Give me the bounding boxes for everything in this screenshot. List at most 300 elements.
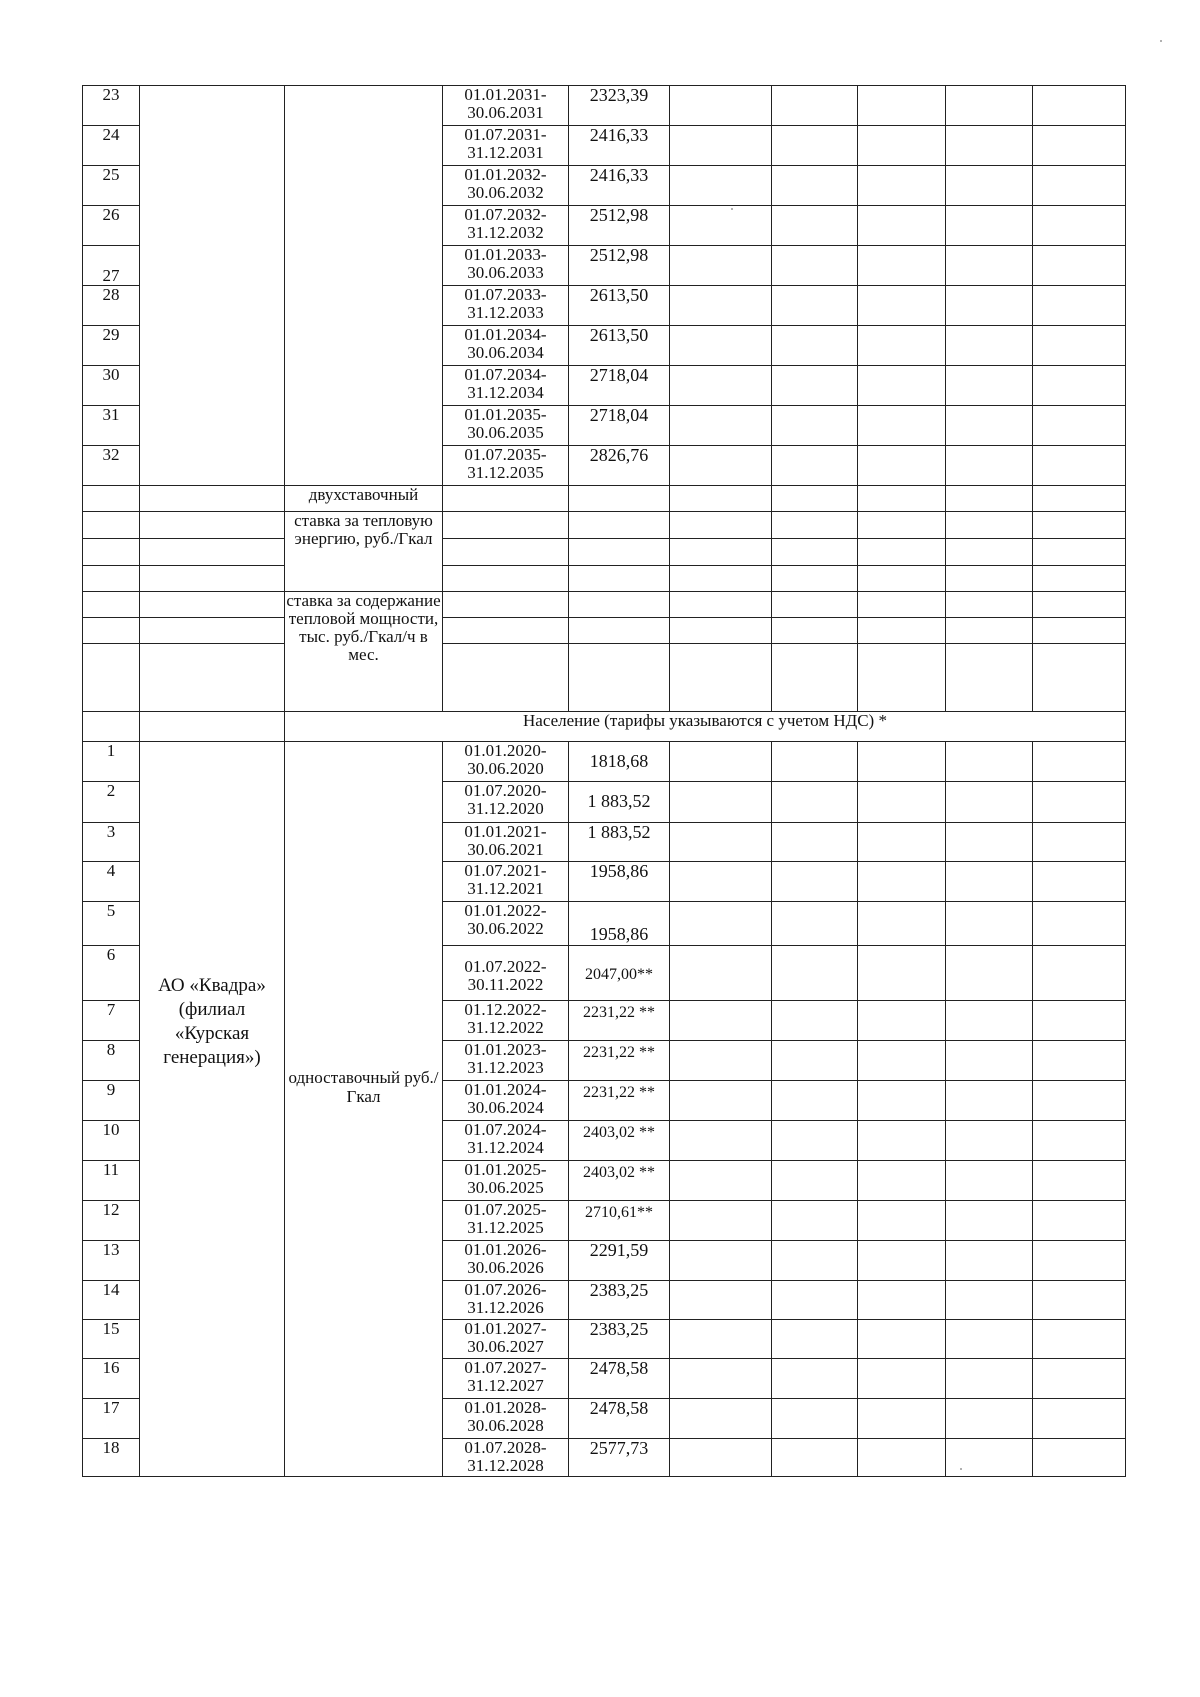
period-cell: 01.01.2034-30.06.2034 [443, 326, 569, 366]
empty-cell [772, 446, 858, 486]
empty-cell [569, 512, 670, 539]
period-cell: 01.07.2020-31.12.2020 [443, 782, 569, 823]
empty-cell [443, 539, 569, 566]
empty-cell [858, 366, 946, 406]
row-number-cell: 9 [83, 1081, 140, 1121]
row-number-cell: 28 [83, 286, 140, 326]
empty-cell [772, 1161, 858, 1201]
empty-cell [946, 539, 1033, 566]
period-cell: 01.07.2028-31.12.2028 [443, 1439, 569, 1477]
empty-cell [140, 566, 285, 592]
period-cell: 01.07.2031-31.12.2031 [443, 126, 569, 166]
empty-cell [670, 782, 772, 823]
empty-cell [670, 618, 772, 644]
row-number-cell: 30 [83, 366, 140, 406]
empty-cell [858, 1121, 946, 1161]
period-cell: 01.07.2022-30.11.2022 [443, 946, 569, 1001]
empty-cell [1033, 566, 1126, 592]
tariff-value-cell: 2416,33 [569, 126, 670, 166]
period-cell: 01.01.2027-30.06.2027 [443, 1320, 569, 1359]
period-cell: 01.01.2032-30.06.2032 [443, 166, 569, 206]
empty-cell [1033, 1121, 1126, 1161]
empty-cell [1033, 782, 1126, 823]
empty-cell [772, 1439, 858, 1477]
empty-cell [772, 1320, 858, 1359]
empty-cell [670, 644, 772, 712]
empty-cell [670, 902, 772, 946]
empty-cell [772, 1001, 858, 1041]
empty-cell [858, 823, 946, 862]
empty-cell [1033, 618, 1126, 644]
empty-cell [1033, 326, 1126, 366]
tariff-value-cell: 2047,00** [569, 946, 670, 1001]
row-number-cell: 13 [83, 1241, 140, 1281]
empty-cell [670, 1201, 772, 1241]
tariff-value-cell: 2826,76 [569, 446, 670, 486]
empty-cell [140, 539, 285, 566]
period-cell: 01.07.2032-31.12.2032 [443, 206, 569, 246]
empty-cell [569, 566, 670, 592]
empty-cell [858, 742, 946, 782]
period-cell: 01.01.2024-30.06.2024 [443, 1081, 569, 1121]
tariff-value-cell: 2403,02 ** [569, 1161, 670, 1201]
empty-cell [858, 1399, 946, 1439]
empty-cell [772, 326, 858, 366]
empty-cell [1033, 539, 1126, 566]
period-cell: 01.07.2034-31.12.2034 [443, 366, 569, 406]
rate-type-label: одноставочный руб./Гкал [285, 742, 443, 1477]
empty-cell [858, 1041, 946, 1081]
tariff-value-cell: 2718,04 [569, 366, 670, 406]
tariff-value-cell: 2403,02 ** [569, 1121, 670, 1161]
empty-cell [858, 1081, 946, 1121]
tariff-value-cell: 1958,86 [569, 902, 670, 946]
empty-cell [858, 1001, 946, 1041]
period-cell: 01.07.2025-31.12.2025 [443, 1201, 569, 1241]
empty-cell [1033, 1320, 1126, 1359]
empty-cell [946, 512, 1033, 539]
empty-cell [946, 566, 1033, 592]
empty-cell [946, 1001, 1033, 1041]
empty-cell [1033, 366, 1126, 406]
empty-cell [83, 644, 140, 712]
tariff-value-cell: 2613,50 [569, 286, 670, 326]
empty-cell [772, 86, 858, 126]
empty-cell [670, 326, 772, 366]
period-cell: 01.01.2031-30.06.2031 [443, 86, 569, 126]
empty-cell [858, 486, 946, 512]
empty-cell [772, 782, 858, 823]
empty-cell [670, 166, 772, 206]
empty-cell [83, 539, 140, 566]
tariff-value-cell: 2512,98 [569, 206, 670, 246]
empty-cell [1033, 1001, 1126, 1041]
empty-cell [946, 1201, 1033, 1241]
empty-cell [772, 1399, 858, 1439]
period-cell: 01.01.2035-30.06.2035 [443, 406, 569, 446]
tariff-value-cell: 2383,25 [569, 1320, 670, 1359]
row-number-cell: 27 [83, 246, 140, 286]
empty-cell [83, 566, 140, 592]
empty-cell [858, 618, 946, 644]
empty-cell [443, 592, 569, 618]
empty-cell [1033, 206, 1126, 246]
empty-cell [858, 126, 946, 166]
empty-cell [670, 1241, 772, 1281]
section-header: Население (тарифы указываются с учетом НДС) * [285, 712, 1126, 742]
row-number-cell: 18 [83, 1439, 140, 1477]
empty-cell [670, 742, 772, 782]
row-number-cell: 7 [83, 1001, 140, 1041]
empty-cell [1033, 1439, 1126, 1477]
empty-cell [772, 946, 858, 1001]
empty-cell [1033, 1041, 1126, 1081]
empty-cell [140, 712, 285, 742]
rate-type-cell [285, 86, 443, 486]
empty-cell [946, 1241, 1033, 1281]
empty-cell [772, 512, 858, 539]
two-rate-label: двухставочный [285, 486, 443, 512]
tariff-value-cell: 2383,25 [569, 1281, 670, 1320]
period-cell: 01.07.2035-31.12.2035 [443, 446, 569, 486]
empty-cell [670, 406, 772, 446]
empty-cell [772, 1041, 858, 1081]
empty-cell [858, 566, 946, 592]
empty-cell [946, 1439, 1033, 1477]
table-row [83, 712, 1126, 742]
empty-cell [1033, 486, 1126, 512]
empty-cell [670, 1439, 772, 1477]
empty-cell [946, 326, 1033, 366]
empty-cell [772, 566, 858, 592]
scan-speck [731, 208, 733, 210]
tariff-value-cell: 1 883,52 [569, 782, 670, 823]
empty-cell [140, 618, 285, 644]
empty-cell [946, 486, 1033, 512]
table-row [83, 618, 1126, 644]
empty-cell [858, 782, 946, 823]
empty-cell [83, 486, 140, 512]
empty-cell [858, 862, 946, 902]
period-cell: 01.07.2027-31.12.2027 [443, 1359, 569, 1399]
empty-cell [946, 1161, 1033, 1201]
tariff-value-cell: 2231,22 ** [569, 1001, 670, 1041]
empty-cell [1033, 742, 1126, 782]
empty-cell [858, 644, 946, 712]
empty-cell [772, 1121, 858, 1161]
row-number-cell: 29 [83, 326, 140, 366]
tariff-value-cell: 1818,68 [569, 742, 670, 782]
row-number-cell: 2 [83, 782, 140, 823]
empty-cell [858, 1439, 946, 1477]
empty-cell [946, 946, 1033, 1001]
table-row [83, 539, 1126, 566]
empty-cell [946, 1081, 1033, 1121]
row-number-cell: 26 [83, 206, 140, 246]
empty-cell [1033, 246, 1126, 286]
empty-cell [670, 592, 772, 618]
empty-cell [670, 512, 772, 539]
row-number-cell: 6 [83, 946, 140, 1001]
empty-cell [670, 1359, 772, 1399]
empty-cell [858, 1359, 946, 1399]
empty-cell [772, 823, 858, 862]
empty-cell [670, 486, 772, 512]
tariff-value-cell: 2291,59 [569, 1241, 670, 1281]
period-cell: 01.01.2026-30.06.2026 [443, 1241, 569, 1281]
empty-cell [1033, 1281, 1126, 1320]
empty-cell [946, 406, 1033, 446]
period-cell: 01.07.2033-31.12.2033 [443, 286, 569, 326]
empty-cell [569, 618, 670, 644]
empty-cell [946, 286, 1033, 326]
empty-cell [670, 286, 772, 326]
empty-cell [772, 206, 858, 246]
empty-cell [83, 592, 140, 618]
tariff-value-cell: 2323,39 [569, 86, 670, 126]
row-number-cell: 4 [83, 862, 140, 902]
period-cell: 01.01.2025-30.06.2025 [443, 1161, 569, 1201]
empty-cell [858, 326, 946, 366]
heat-rate-label: ставка за тепловую энергию, руб./Гкал [285, 512, 443, 592]
empty-cell [772, 166, 858, 206]
period-cell: 01.12.2022-31.12.2022 [443, 1001, 569, 1041]
empty-cell [670, 1281, 772, 1320]
empty-cell [670, 446, 772, 486]
empty-cell [670, 1399, 772, 1439]
empty-cell [772, 592, 858, 618]
empty-cell [670, 823, 772, 862]
empty-cell [858, 1161, 946, 1201]
empty-cell [670, 1161, 772, 1201]
empty-cell [858, 206, 946, 246]
scan-speck [1160, 40, 1162, 42]
empty-cell [772, 246, 858, 286]
empty-cell [1033, 823, 1126, 862]
organization-name: АО «Квадра» (филиал «Курская генерация») [140, 742, 285, 1477]
table-row [83, 486, 1126, 512]
empty-cell [443, 512, 569, 539]
empty-cell [946, 823, 1033, 862]
empty-cell [1033, 644, 1126, 712]
empty-cell [443, 644, 569, 712]
empty-cell [772, 486, 858, 512]
empty-cell [670, 946, 772, 1001]
empty-cell [946, 782, 1033, 823]
empty-cell [946, 1359, 1033, 1399]
empty-cell [946, 1281, 1033, 1320]
empty-cell [858, 539, 946, 566]
empty-cell [140, 592, 285, 618]
empty-cell [772, 1359, 858, 1399]
empty-cell [1033, 1161, 1126, 1201]
empty-cell [1033, 126, 1126, 166]
empty-cell [1033, 1201, 1126, 1241]
tariff-value-cell: 2613,50 [569, 326, 670, 366]
empty-cell [670, 86, 772, 126]
row-number-cell: 24 [83, 126, 140, 166]
empty-cell [858, 1281, 946, 1320]
empty-cell [858, 286, 946, 326]
empty-cell [858, 86, 946, 126]
tariff-value-cell: 2710,61** [569, 1201, 670, 1241]
empty-cell [1033, 446, 1126, 486]
empty-cell [83, 712, 140, 742]
empty-cell [772, 286, 858, 326]
empty-cell [670, 366, 772, 406]
tariff-value-cell: 2478,58 [569, 1399, 670, 1439]
period-cell: 01.01.2033-30.06.2033 [443, 246, 569, 286]
empty-cell [858, 1201, 946, 1241]
empty-cell [946, 902, 1033, 946]
empty-cell [140, 486, 285, 512]
empty-cell [1033, 1359, 1126, 1399]
empty-cell [569, 644, 670, 712]
empty-cell [946, 862, 1033, 902]
empty-cell [670, 126, 772, 166]
table-row [83, 86, 1126, 126]
empty-cell [1033, 1399, 1126, 1439]
empty-cell [1033, 512, 1126, 539]
empty-cell [443, 618, 569, 644]
empty-cell [946, 166, 1033, 206]
row-number-cell: 10 [83, 1121, 140, 1161]
empty-cell [946, 126, 1033, 166]
empty-cell [670, 246, 772, 286]
empty-cell [772, 618, 858, 644]
empty-cell [569, 486, 670, 512]
tariff-value-cell: 1958,86 [569, 862, 670, 902]
empty-cell [946, 1041, 1033, 1081]
empty-cell [946, 618, 1033, 644]
empty-cell [858, 1241, 946, 1281]
period-cell: 01.01.2023-31.12.2023 [443, 1041, 569, 1081]
empty-cell [670, 862, 772, 902]
empty-cell [946, 1121, 1033, 1161]
empty-cell [946, 1399, 1033, 1439]
period-cell: 01.01.2020-30.06.2020 [443, 742, 569, 782]
empty-cell [772, 644, 858, 712]
empty-cell [1033, 1081, 1126, 1121]
period-cell: 01.01.2028-30.06.2028 [443, 1399, 569, 1439]
empty-cell [772, 1081, 858, 1121]
empty-cell [858, 946, 946, 1001]
empty-cell [772, 126, 858, 166]
period-cell: 01.07.2024-31.12.2024 [443, 1121, 569, 1161]
empty-cell [858, 246, 946, 286]
row-number-cell: 31 [83, 406, 140, 446]
empty-cell [670, 566, 772, 592]
row-number-cell: 11 [83, 1161, 140, 1201]
empty-cell [946, 742, 1033, 782]
tariff-table [82, 85, 1126, 1477]
empty-cell [858, 166, 946, 206]
row-number-cell: 15 [83, 1320, 140, 1359]
table-row [83, 566, 1126, 592]
empty-cell [946, 86, 1033, 126]
empty-cell [858, 406, 946, 446]
empty-cell [670, 1320, 772, 1359]
tariff-value-cell: 2416,33 [569, 166, 670, 206]
empty-cell [772, 406, 858, 446]
empty-cell [1033, 946, 1126, 1001]
empty-cell [83, 618, 140, 644]
table-row [83, 592, 1126, 618]
empty-cell [772, 1281, 858, 1320]
empty-cell [569, 592, 670, 618]
empty-cell [670, 1001, 772, 1041]
empty-cell [670, 539, 772, 566]
period-cell: 01.07.2021-31.12.2021 [443, 862, 569, 902]
tariff-value-cell: 2718,04 [569, 406, 670, 446]
period-cell: 01.01.2022-30.06.2022 [443, 902, 569, 946]
empty-cell [670, 206, 772, 246]
empty-cell [946, 644, 1033, 712]
tariff-value-cell: 2478,58 [569, 1359, 670, 1399]
empty-cell [858, 592, 946, 618]
empty-cell [858, 1320, 946, 1359]
tariff-value-cell: 2577,73 [569, 1439, 670, 1477]
empty-cell [1033, 902, 1126, 946]
empty-cell [670, 1081, 772, 1121]
empty-cell [443, 566, 569, 592]
empty-cell [1033, 286, 1126, 326]
empty-cell [140, 644, 285, 712]
table-row [83, 742, 1126, 782]
row-number-cell: 25 [83, 166, 140, 206]
empty-cell [670, 1121, 772, 1161]
row-number-cell: 3 [83, 823, 140, 862]
row-number-cell: 23 [83, 86, 140, 126]
empty-cell [772, 366, 858, 406]
tariff-value-cell: 2512,98 [569, 246, 670, 286]
row-number-cell: 14 [83, 1281, 140, 1320]
empty-cell [140, 512, 285, 539]
empty-cell [1033, 1241, 1126, 1281]
empty-cell [1033, 862, 1126, 902]
row-number-cell: 1 [83, 742, 140, 782]
scan-speck [960, 1468, 962, 1470]
empty-cell [946, 1320, 1033, 1359]
empty-cell [772, 862, 858, 902]
empty-cell [772, 539, 858, 566]
period-cell: 01.01.2021-30.06.2021 [443, 823, 569, 862]
empty-cell [946, 206, 1033, 246]
capacity-rate-label: ставка за содержание тепловой мощности, тыс. руб./Гкал/ч в мес. [285, 592, 443, 712]
row-number-cell: 8 [83, 1041, 140, 1081]
empty-cell [443, 486, 569, 512]
row-number-cell: 32 [83, 446, 140, 486]
period-cell: 01.07.2026-31.12.2026 [443, 1281, 569, 1320]
table-row [83, 644, 1126, 712]
empty-cell [772, 1201, 858, 1241]
table-row [83, 512, 1126, 539]
row-number-cell: 12 [83, 1201, 140, 1241]
empty-cell [1033, 406, 1126, 446]
empty-cell [946, 246, 1033, 286]
empty-cell [1033, 592, 1126, 618]
empty-cell [83, 512, 140, 539]
empty-cell [1033, 166, 1126, 206]
row-number-cell: 16 [83, 1359, 140, 1399]
empty-cell [858, 446, 946, 486]
tariff-value-cell: 1 883,52 [569, 823, 670, 862]
empty-cell [858, 902, 946, 946]
empty-cell [858, 512, 946, 539]
empty-cell [670, 1041, 772, 1081]
org-cell [140, 86, 285, 486]
empty-cell [772, 742, 858, 782]
